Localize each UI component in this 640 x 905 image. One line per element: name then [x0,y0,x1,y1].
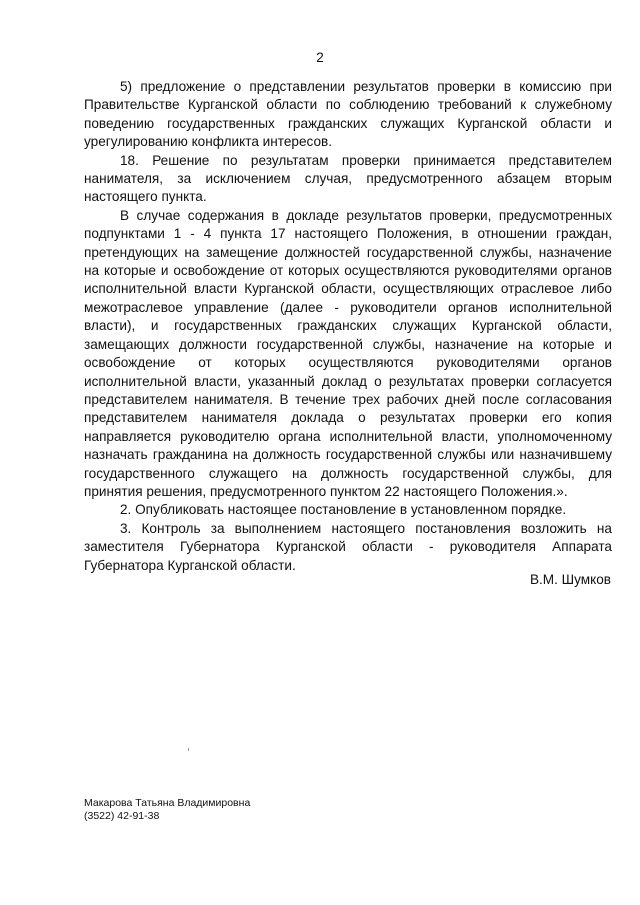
paragraph-publish: 2. Опубликовать настоящее постановление в установленном порядке. [120,502,567,518]
signature: В.М. Шумков [529,572,611,587]
paragraph-item-5: 5) предложение о представлении результатов проверки в комиссию при Правительстве Курганской области по соблюдению требований к служебному поведению государственных гражданских служащих Курганской области и урегулированию конфликта интересов. [84,79,612,150]
executor-phone: (3522) 42-91-38 [84,810,160,822]
stray-mark [188,748,189,751]
executor-name: Макарова Татьяна Владимировна [84,797,251,809]
page-number: 2 [316,50,324,65]
paragraph-report-approval: В случае содержания в докладе результатов проверки, предусмотренных подпунктами 1 - 4 пункта 17 настоящего Положения, в отношении граждан, претендующих на замещение должностей государственной службы, назначение на которые и освобождение от которых осуществляются руководителями органов исполнительной власти Курганской области, осуществляющих отраслевое либо межотраслевое управление (далее - руководители органов исполнительной власти), и государственных гражданских служащих Курганской области, замещающих должности государственной службы, назначение на которые и освобождение от которых осуществляются руководителями органов исполнительной власти, указанный доклад о результатах проверки согласуется представителем нанимателя. В течение трех рабочих дней после согласования представителем нанимателя доклада о результатах проверки его копия направляется руководителю органа исполнительной власти, уполномоченному назначать гражданина на должность государственной службы или назначившему государственного служащего на должность государственной службы, для принятия решения, предусмотренного пунктом 22 настоящего Положения.». [84,207,612,499]
paragraph-point-18: 18. Решение по результатам проверки принимается представителем нанимателя, за исключением случая, предусмотренного абзацем вторым настоящего пункта. [84,152,612,205]
paragraph-control: 3. Контроль за выполнением настоящего постановления возложить на заместителя Губернатора Курганской области - руководителя Аппарата Губернатора Курганской области. [84,520,612,573]
executor-block [84,797,250,823]
document-body [84,78,612,575]
